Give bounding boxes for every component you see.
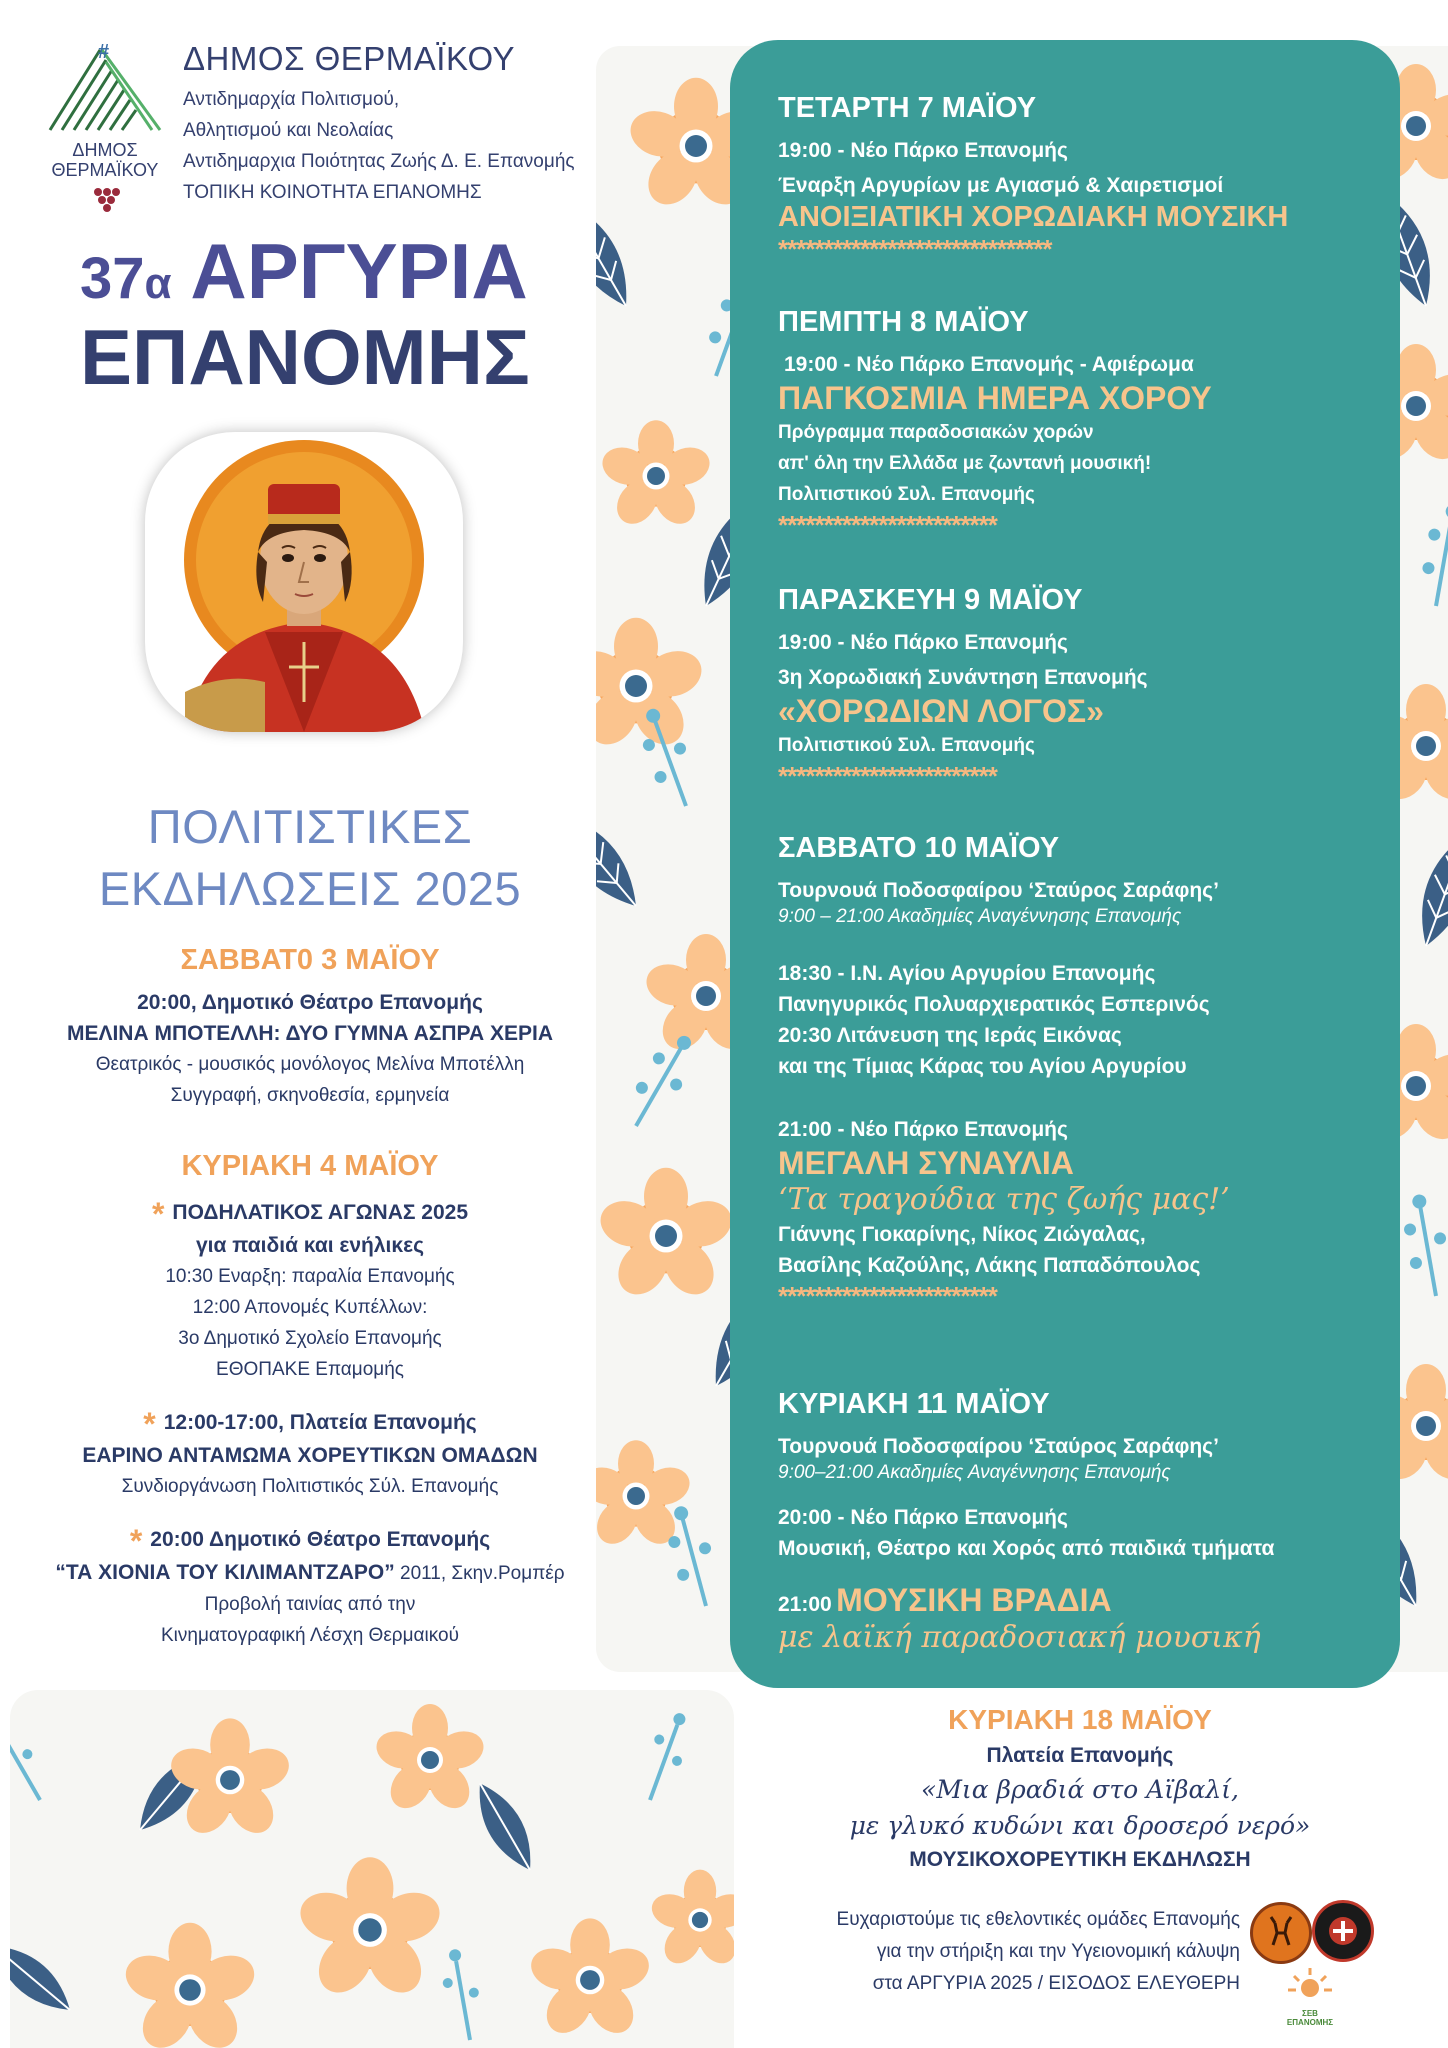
football-tournament: Τουρνουά Ποδοσφαίρου ‘Σταύρος Σαράφης’	[778, 879, 1219, 902]
event-title-word1: ΑΡΓΥΡΙΑ	[190, 227, 528, 315]
kids-show-time-venue: 20:00 - Νέο Πάρκο Επανομής	[778, 1506, 1068, 1529]
day-heading: ΠΕΜΠΤΗ 8 ΜΑΪΟΥ	[778, 306, 1029, 338]
dance-meeting-time-text: 12:00-17:00, Πλατεία Επανομής	[163, 1411, 477, 1434]
film-title: “ΤΑ ΧΙΟΝΙΑ ΤΟΥ ΚΙΛΙΜΑΝΤΖΑΡΟ”	[55, 1561, 395, 1584]
cycling-race-start: 10:30 Εναρξη: παραλία Επανομής	[165, 1266, 455, 1287]
org-line-4: ΤΟΠΙΚΗ ΚΟΙΝΟΤΗΤΑ ΕΠΑΝΟΜΗΣ	[183, 182, 482, 203]
film-year-director: 2011, Σκην.Ρομπέρ	[394, 1563, 565, 1584]
music-night-line	[778, 1582, 1388, 1620]
stars-divider: ************************	[778, 1281, 997, 1311]
event-description-1: Πρόγραμμα παραδοσιακών χορών	[778, 422, 1094, 443]
event-saturday-10-may	[778, 832, 1378, 1312]
film-description: Προβολή ταινίας από την	[204, 1594, 416, 1615]
stars-divider: ************************	[778, 510, 997, 540]
concert-performers-2: Βασίλης Καζούλης, Λάκης Παπαδόπουλος	[778, 1254, 1201, 1277]
vespers-title: Πανηγυρικός Πολυαρχιερατικός Εσπερινός	[778, 993, 1210, 1016]
football-tournament-time: 9:00 – 21:00 Ακαδημίες Αναγέννησης Επανομής	[778, 906, 1182, 927]
event-sunday-18-may	[760, 1704, 1400, 1872]
vespers-time-venue: 18:30 - Ι.Ν. Αγίου Αργυρίου Επανομής	[778, 962, 1156, 985]
event-title-line2: ΕΠΑΝΟΜΗΣ	[80, 313, 530, 401]
football-tournament: Τουρνουά Ποδοσφαίρου ‘Σταύρος Σαράφης’	[778, 1435, 1219, 1458]
event-friday-9-may	[778, 584, 1378, 792]
day-heading: ΠΑΡΑΣΚΕΥΗ 9 ΜΑΪΟΥ	[778, 584, 1083, 616]
cycling-race-title	[20, 1197, 600, 1230]
event-time-venue: 20:00, Δημοτικό Θέατρο Επανομής	[137, 991, 483, 1014]
event-saturday-3-may	[20, 944, 600, 1111]
thanks-line1: Ευχαριστούμε τις εθελοντικές ομάδες Επανομής	[836, 1909, 1240, 1930]
saint-icon-image	[145, 432, 463, 732]
organization-block	[183, 40, 603, 208]
event-type: ΜΟΥΣΙΚΟΧΟΡΕΥΤΙΚΗ ΕΚΔΗΛΩΣΗ	[909, 1848, 1251, 1871]
event-description-2: απ' όλη την Ελλάδα με ζωντανή μουσική!	[778, 453, 1152, 474]
music-night-highlight: ΜΟΥΣΙΚΗ ΒΡΑΔΙΑ	[836, 1582, 1112, 1618]
organization-title: ΔΗΜΟΣ ΘΕΡΜΑΪΚΟΥ	[183, 40, 516, 77]
subtitle-line2: ΕΚΔΗΛΩΣΕΙΣ 2025	[98, 862, 522, 915]
event-venue: Πλατεία Επανομής	[986, 1744, 1174, 1767]
day-heading: ΣΑΒΒΑΤ0 3 ΜΑΪΟΥ	[180, 944, 440, 976]
concert-time-venue: 21:00 - Νέο Πάρκο Επανομής	[778, 1118, 1068, 1141]
cycling-race-audience: για παιδιά και ενήλικες	[196, 1234, 424, 1257]
concert-highlight: ΜΕΓΑΛΗ ΣΥΝΑΥΛΙΑ	[778, 1145, 1074, 1181]
event-title: ΜΕΛΙΝΑ ΜΠΟΤΕΛΛΗ: ΔΥΟ ΓΥΜΝΑ ΑΣΠΡΑ ΧΕΡΙΑ	[66, 1022, 554, 1045]
event-quote-line2: με γλυκό κυδώνι και δροσερό νερό»	[849, 1811, 1311, 1840]
film-title-line	[20, 1557, 600, 1589]
day-heading: ΚΥΡΙΑΚΗ 11 ΜΑΪΟΥ	[778, 1388, 1050, 1420]
event-time-venue: 19:00 - Νέο Πάρκο Επανομής	[778, 631, 1068, 654]
film-time-venue-text: 20:00 Δημοτικό Θέατρο Επανομής	[150, 1528, 491, 1551]
event-time-venue: 19:00 - Νέο Πάρκο Επανομής - Αφιέρωμα	[784, 353, 1194, 376]
logo-text-line1: ΔΗΜΟΣ	[72, 140, 138, 160]
event-sunday-4-may	[20, 1150, 600, 1651]
event-thursday-8-may	[778, 306, 1378, 541]
org-line-2: Αθλητισμού και Νεολαίας	[183, 120, 394, 141]
rescue-emblem-icon	[1315, 1903, 1371, 1959]
film-club: Κινηματογραφική Λέσχη Θερμαικού	[161, 1625, 459, 1646]
event-organizer: Πολιτιστικού Συλ. Επανομής	[778, 484, 1035, 505]
event-description: 3η Χορωδιακή Συνάντηση Επανομής	[778, 666, 1148, 689]
day-heading: ΚΥΡΙΑΚΗ 4 ΜΑΪΟΥ	[181, 1150, 439, 1182]
volunteer-group-logo-2	[1312, 1900, 1374, 1962]
cycling-race-organizer: ΕΘΟΠΑΚΕ Επαμομής	[216, 1359, 404, 1380]
event-time-venue: 19:00 - Νέο Πάρκο Επανομής	[778, 139, 1068, 162]
football-tournament-time: 9:00–21:00 Ακαδημίες Αναγέννησης Επανομής	[778, 1462, 1171, 1483]
cycling-race-awards-venue: 3ο Δημοτικό Σχολείο Επανομής	[178, 1328, 442, 1349]
day-heading: ΤΕΤΑΡΤΗ 7 ΜΑΪΟΥ	[778, 92, 1037, 124]
org-line-1: Αντιδημαρχία Πολιτισμού,	[183, 89, 400, 110]
stars-divider: ************************	[778, 761, 997, 791]
asterisk-icon: *	[129, 1523, 143, 1559]
municipality-logo	[40, 40, 170, 220]
org-line-3: Αντιδημαρχια Ποιότητας Ζωής Δ. Ε. Επανομής	[183, 151, 575, 172]
asterisk-icon: *	[143, 1406, 156, 1442]
cycling-race-awards: 12:00 Απονομές Κυπέλλων:	[192, 1297, 428, 1318]
edition-number: 37	[80, 246, 145, 311]
mountain-logo-icon	[40, 40, 170, 220]
event-highlight: ΠΑΓΚΟΣΜΙΑ ΗΜΕΡΑ ΧΟΡΟΥ	[778, 380, 1212, 416]
saint-portrait-icon	[145, 432, 463, 732]
procession-time: 20:30 Λιτάνευση της Ιεράς Εικόνας	[778, 1024, 1122, 1047]
concert-subtitle: ‘Τα τραγούδια της ζωής μας!’	[778, 1182, 1230, 1217]
svg-text:#: #	[98, 41, 110, 63]
stars-divider: ******************************	[778, 234, 1052, 264]
edition-suffix: α	[144, 259, 172, 308]
asterisk-icon: *	[151, 1196, 165, 1232]
day-heading: ΣΑΒΒΑΤΟ 10 ΜΑΪΟΥ	[778, 832, 1060, 864]
event-highlight: ΑΝΟΙΞΙΑΤΙΚΗ ΧΟΡΩΔΙΑΚΗ ΜΟΥΣΙΚΗ	[778, 201, 1289, 233]
event-organizer: Πολιτιστικού Συλ. Επανομής	[778, 735, 1035, 756]
thanks-note	[770, 1904, 1240, 2000]
logo-text-line2: ΘΕΡΜΑΪΚΟΥ	[51, 160, 159, 180]
cycling-race-name: ΠΟΔΗΛΑΤΙΚΟΣ ΑΓΩΝΑΣ 2025	[172, 1201, 469, 1224]
event-quote-line1: «Μια βραδιά στο Αϊβαλί,	[921, 1775, 1239, 1804]
thanks-line3: στα ΑΡΓΥΡΙΑ 2025 / ΕΙΣΟΔΟΣ ΕΛΕΥΘΕΡΗ	[872, 1973, 1240, 1994]
sponsor-caption: ΣΕΒ ΕΠΑΝΟΜΗΣ	[1286, 2009, 1334, 2027]
procession-description: και της Τίμιας Κάρας του Αγίου Αργυρίου	[778, 1055, 1187, 1078]
dance-meeting-time	[20, 1407, 600, 1440]
deer-emblem-icon	[1253, 1905, 1309, 1961]
event-wednesday-7-may	[778, 92, 1378, 265]
volunteer-group-logo-1	[1250, 1902, 1312, 1964]
event-description: Έναρξη Αργυρίων με Αγιασμό & Χαιρετισμοί	[778, 174, 1224, 197]
day-heading: ΚΥΡΙΑΚΗ 18 ΜΑΪΟΥ	[948, 1704, 1212, 1735]
volunteer-group-logo-3	[1282, 1964, 1338, 2027]
film-time-venue	[20, 1524, 600, 1557]
event-description: Θεατρικός - μουσικός μονόλογος Μελίνα Μποτέλλη	[95, 1054, 525, 1075]
dance-meeting-title: ΕΑΡΙΝΟ ΑΝΤΑΜΩΜΑ ΧΟΡΕΥΤΙΚΩΝ ΟΜΑΔΩΝ	[82, 1444, 538, 1467]
concert-performers-1: Γιάννης Γιοκαρίνης, Νίκος Ζιώγαλας,	[778, 1223, 1146, 1246]
floral-background-bottom-left	[10, 1690, 734, 2048]
music-night-time: 21:00	[778, 1593, 832, 1616]
event-credits: Συγγραφή, σκηνοθεσία, ερμηνεία	[170, 1085, 450, 1106]
subtitle-line1: ΠΟΛΙΤΙΣΤΙΚΕΣ	[147, 800, 473, 853]
kids-show-description: Μουσική, Θέατρο και Χορός από παιδικά τμήματα	[778, 1537, 1275, 1560]
cultural-events-subtitle	[20, 796, 600, 920]
sun-emblem-icon	[1282, 1964, 1338, 2004]
music-night-subtitle: με λαϊκή παραδοσιακή μουσική	[778, 1620, 1261, 1655]
thanks-line2: για την στήριξη και την Υγειονομική κάλυψη	[876, 1941, 1240, 1962]
event-sunday-11-may	[778, 1388, 1388, 1655]
dance-meeting-organizer: Συνδιοργάνωση Πολιτιστικός Σύλ. Επανομής	[121, 1476, 499, 1497]
event-highlight: «ΧΟΡΩΔΙΩΝ ΛΟΓΟΣ»	[778, 693, 1104, 729]
